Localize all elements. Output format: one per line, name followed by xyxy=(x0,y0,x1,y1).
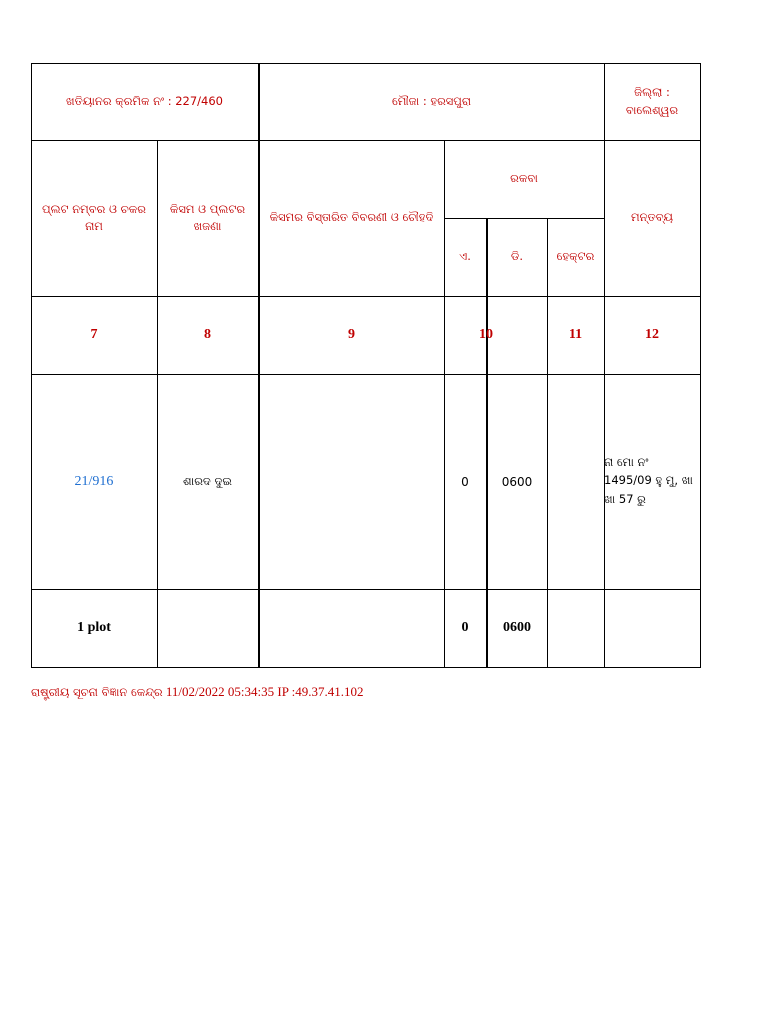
column-number-9: 9 xyxy=(348,327,355,342)
remark-line1: ନା ମୋ ନଂ xyxy=(604,455,649,469)
column-number-12: 12 xyxy=(645,327,659,342)
column-number-7: 7 xyxy=(90,327,98,342)
mouza-label: ମୌଜା : ହରସପୁରା xyxy=(391,93,472,108)
remark-line2: 1495/09 ହୁ ମୁ, ଖା xyxy=(604,473,693,488)
kisam-value: ଶାରଦ ଦୁଇ xyxy=(183,473,232,488)
total-acre: 0 xyxy=(461,620,469,635)
column-header-kisam-khajana xyxy=(157,140,258,296)
district-label: ଜିଲ୍ଲା : ବାଲେଶ୍ୱର xyxy=(625,85,679,117)
column-number-8: 8 xyxy=(204,327,211,342)
total-plot-count: 1 plot xyxy=(77,620,111,635)
details-value xyxy=(259,374,444,589)
decimal-value: 0600 xyxy=(501,474,533,489)
footer-timestamp: 11/02/2022 05:34:35 xyxy=(165,684,275,699)
table-border-right xyxy=(700,63,701,668)
column-header-kisam-details: କିସମର ବିସ୍ତାରିତ ବିବରଣୀ ଓ ଚୌହଦି xyxy=(269,210,434,225)
footer-ip: IP :49.37.41.102 xyxy=(277,684,364,699)
total-decimal: 0600 xyxy=(503,620,531,635)
column-number-11: 11 xyxy=(568,327,583,342)
column-number-10: 10 xyxy=(479,327,493,342)
column-header-decimal: ଡି. xyxy=(510,249,524,264)
remarks-value xyxy=(604,453,700,508)
acre-value: 0 xyxy=(461,474,469,489)
remark-line3: ଖା 57 ରୁ xyxy=(604,491,646,506)
column-header-hectare: ହେକ୍ଟର xyxy=(556,249,595,264)
column-header-plot-chaka: ପ୍ଲଟ ନମ୍ବର ଓ ଚକର ନାମ xyxy=(42,201,146,233)
column-header-area: ରକବା xyxy=(510,171,538,186)
plot-number-link[interactable]: 21/916 xyxy=(74,473,114,489)
table-border-bottom xyxy=(31,667,701,668)
column-header-remarks: ମନ୍ତବ୍ୟ xyxy=(630,210,674,225)
khatiyan-serial-label: ଖତିୟାନର କ୍ରମିକ ନଂ : 227/460 xyxy=(65,93,224,108)
column-header-acre: ଏ. xyxy=(459,249,471,264)
footer-org: ରାଷ୍ଟ୍ରୀୟ ସୂଚନା ବିଜ୍ଞାନ କେନ୍ଦ୍ର xyxy=(31,685,163,699)
footer-stamp xyxy=(31,684,364,700)
kisam-khajana-line2: ଖଜଣା xyxy=(193,219,222,233)
kisam-khajana-line1: କିସମ ଓ ପ୍ଲଟର xyxy=(169,201,246,216)
hectare-value xyxy=(547,374,604,589)
